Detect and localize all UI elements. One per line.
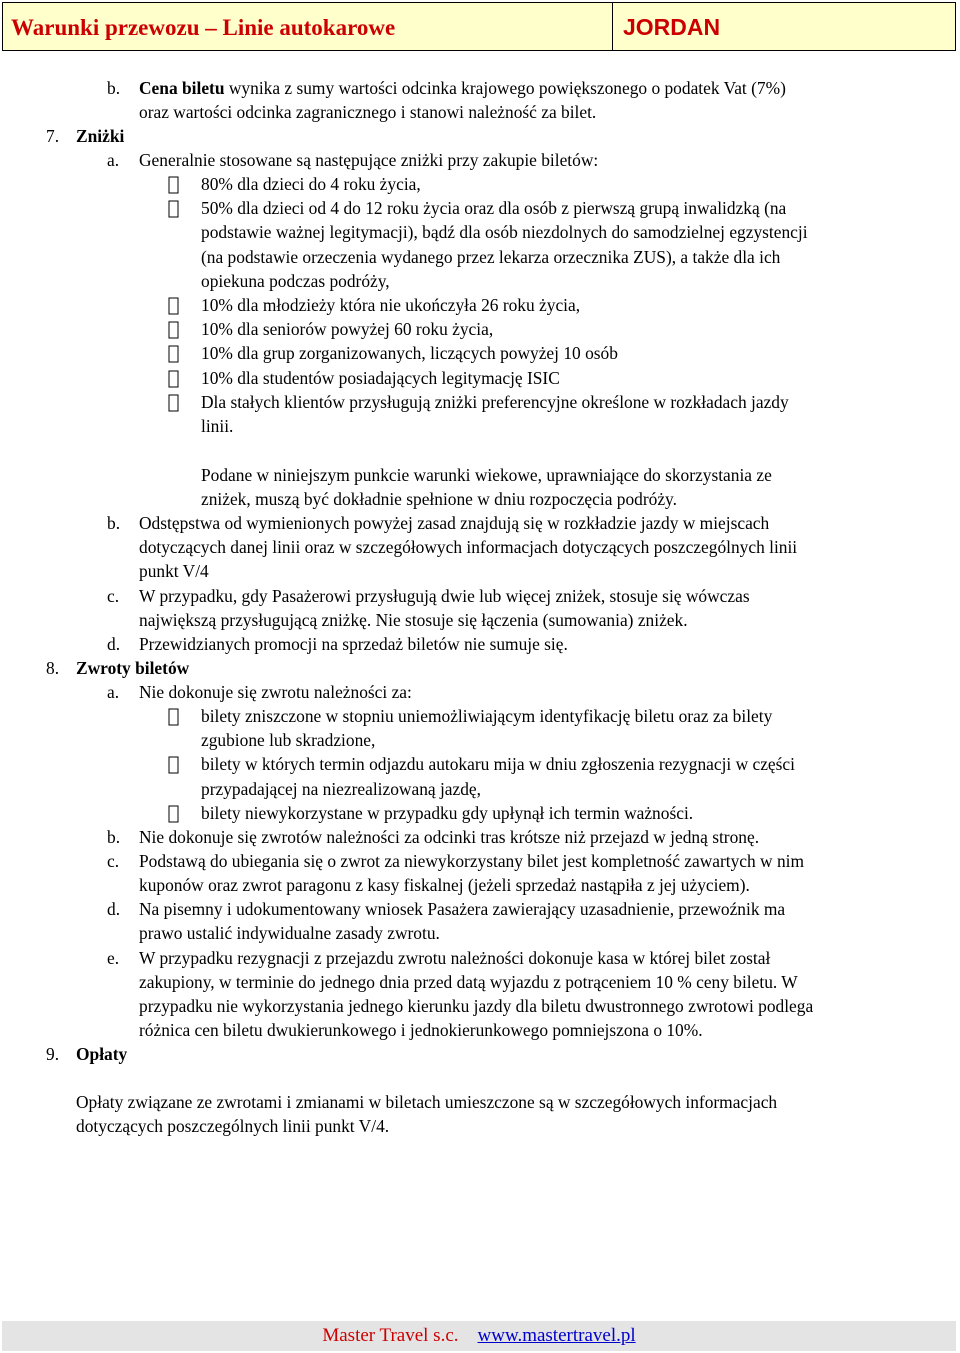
bullet-text: zgubione lub skradzione, (201, 730, 376, 750)
list-marker: b. (107, 513, 121, 533)
list-marker: a. (107, 150, 120, 170)
bullet-text: 10% dla grup zorganizowanych, liczących powyżej 10 osób (201, 343, 618, 363)
section-title: Zniżki (76, 126, 125, 146)
bullet-square-icon (168, 708, 179, 726)
bullet-text: 80% dla dzieci do 4 roku życia, (201, 174, 421, 194)
bullet-square-icon (168, 297, 179, 315)
bullet-text: podstawie ważnej legitymacji), bądź dla osób niezdolnych do samodzielnej egzystencji (201, 222, 808, 242)
line-text: wynika z sumy wartości odcinka krajowego powiększonego o podatek Vat (7%) (224, 78, 786, 98)
bullet-text: (na podstawie orzeczenia wydanego przez lekarza orzecznika ZUS), a także dla ich (201, 247, 781, 267)
section-number: 7. (46, 126, 60, 146)
bullet-text: 10% dla studentów posiadających legitymację ISIC (201, 368, 560, 388)
bullet-text: bilety zniszczone w stopniu uniemożliwiającym identyfikację biletu oraz za bilety (201, 706, 773, 726)
header-title: Warunki przewozu – Linie autokarowe (3, 3, 613, 50)
bullet-square-icon (168, 345, 179, 363)
paragraph-line: Na pisemny i udokumentowany wniosek Pasażera zawierający uzasadnienie, przewoźnik ma (139, 899, 786, 919)
bold-lead: Cena biletu (139, 78, 225, 98)
bullet-text: 10% dla seniorów powyżej 60 roku życia, (201, 319, 494, 339)
bullet-square-icon (168, 805, 179, 823)
bullet-text: bilety w których termin odjazdu autokaru mija w dniu zgłoszenia rezygnacji w części (201, 754, 795, 774)
section-title: Opłaty (76, 1044, 128, 1064)
paragraph-line: Przewidzianych promocji na sprzedaż biletów nie sumuje się. (139, 634, 568, 654)
list-marker: e. (107, 948, 120, 968)
section-number: 8. (46, 658, 60, 678)
document-footer (2, 1321, 956, 1351)
paragraph-line: dotyczących danej linii oraz w szczegółowych informacjach dotyczących poszczególnych linii (139, 537, 798, 557)
paragraph-line: oraz wartości odcinka zagranicznego i stanowi należność za bilet. (139, 102, 597, 122)
header-brand: JORDAN (623, 14, 721, 40)
bullet-square-icon (168, 200, 179, 218)
list-marker: d. (107, 634, 121, 654)
bullet-square-icon (168, 321, 179, 339)
list-marker: c. (107, 586, 120, 606)
paragraph-line: zakupiony, w terminie do jednego dnia przed datą wyjazdu z potrąceniem 10 % ceny biletu. W (139, 972, 798, 992)
document-header (2, 2, 956, 51)
bullet-text: Dla stałych klientów przysługują zniżki preferencyjne określone w rozkładach jazdy (201, 392, 789, 412)
bullet-text: bilety niewykorzystane w przypadku gdy upłynął ich termin ważności. (201, 803, 694, 823)
paragraph-line: różnica cen biletu dwukierunkowego i jednokierunkowego pomniejszona o 10%. (139, 1020, 703, 1040)
paragraph-line: Odstępstwa od wymienionych powyżej zasad znajdują się w rozkładzie jazdy w miejscach (139, 513, 770, 533)
paragraph-line: Podstawą do ubiegania się o zwrot za niewykorzystany bilet jest kompletność zawartych w nim (139, 851, 805, 871)
paragraph-line: W przypadku, gdy Pasażerowi przysługują dwie lub więcej zniżek, stosuje się wówczas (139, 586, 750, 606)
list-marker: c. (107, 851, 120, 871)
bullet-square-icon (168, 756, 179, 774)
paragraph-line: prawo ustalić indywidualne zasady zwrotu. (139, 923, 440, 943)
paragraph-line (139, 76, 786, 100)
paragraph-line: Opłaty związane ze zwrotami i zmianami w biletach umieszczone są w szczegółowych informacjach (76, 1092, 778, 1112)
paragraph-line: kuponów oraz zwrot paragonu z kasy fiskalnej (jeżeli sprzedaż nastąpiła z jej użyciem). (139, 875, 750, 895)
bullet-square-icon (168, 394, 179, 412)
list-marker: a. (107, 682, 120, 702)
bullet-text: 50% dla dzieci od 4 do 12 roku życia oraz dla osób z pierwszą grupą inwalidzką (na (201, 198, 787, 218)
section-title: Zwroty biletów (76, 658, 190, 678)
paragraph-line: punkt V/4 (139, 561, 209, 581)
paragraph-line: Nie dokonuje się zwrotów należności za odcinki tras krótsze niż przejazd w jedną stronę. (139, 827, 760, 847)
list-marker: d. (107, 899, 121, 919)
paragraph-line: przypadku nie wykorzystania jednego kierunku jazdy dla biletu dwustronnego zwrotowi podlega (139, 996, 814, 1016)
bullet-text: linii. (201, 416, 234, 436)
bullet-text: opiekuna podczas podróży, (201, 271, 390, 291)
bullet-square-icon (168, 370, 179, 388)
footer-website-link[interactable]: www.mastertravel.pl (477, 1325, 636, 1346)
section-number: 9. (46, 1044, 60, 1064)
list-marker: b. (107, 827, 121, 847)
footer-company: Master Travel s.c. (322, 1325, 459, 1346)
note-text: Podane w niniejszym punkcie warunki wiekowe, uprawniające do skorzystania ze (201, 465, 772, 485)
bullet-text: 10% dla młodzieży która nie ukończyła 26 roku życia, (201, 295, 581, 315)
bullet-square-icon (168, 176, 179, 194)
note-text: zniżek, muszą być dokładnie spełnione w dniu rozpoczęcia podróży. (201, 489, 677, 509)
paragraph-line: dotyczących poszczególnych linii punkt V/4. (76, 1116, 390, 1136)
paragraph-line: W przypadku rezygnacji z przejazdu zwrotu należności dokonuje kasa w której bilet został (139, 948, 771, 968)
list-marker: b. (107, 78, 121, 98)
paragraph-line: największą przysługującą zniżkę. Nie stosuje się łączenia (sumowania) zniżek. (139, 610, 688, 630)
paragraph-line: Nie dokonuje się zwrotu należności za: (139, 682, 412, 702)
bullet-text: przypadającej na niezrealizowaną jazdę, (201, 779, 481, 799)
paragraph-line: Generalnie stosowane są następujące zniżki przy zakupie biletów: (139, 150, 599, 170)
